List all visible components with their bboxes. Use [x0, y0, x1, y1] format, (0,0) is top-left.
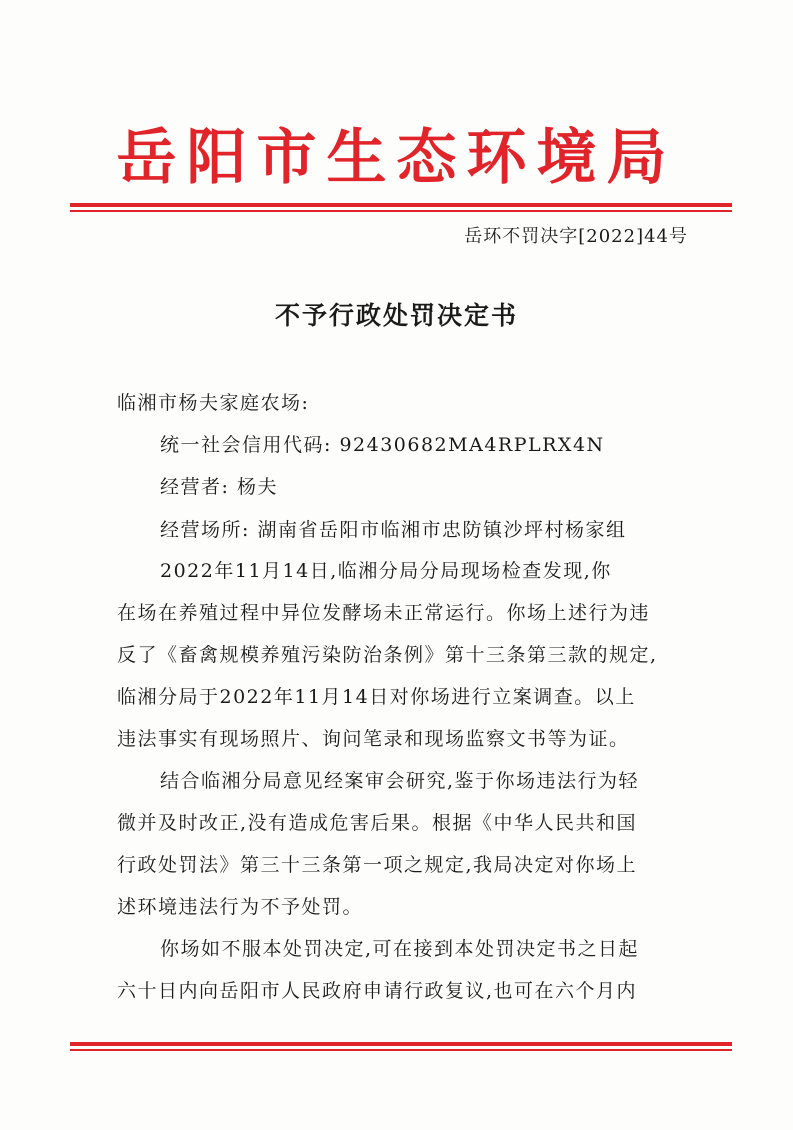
paragraph-1-line: 2022年11月14日,临湘分局分局现场检查发现,你 — [160, 560, 612, 582]
paragraph-3-line: 六十日内向岳阳市人民政府申请行政复议,也可在六个月内 — [117, 980, 638, 1002]
document-title: 不予行政处罚决定书 — [274, 301, 518, 330]
paragraph-1-line: 在场在养殖过程中异位发酵场未正常运行。你场上述行为违 — [117, 602, 651, 624]
paragraph-2-line: 述环境违法行为不予处罚。 — [117, 896, 364, 918]
footer-rule-thick — [70, 1042, 732, 1046]
paragraph-1-line: 违法事实有现场照片、询问笔录和现场监察文书等为证。 — [117, 728, 630, 750]
footer-rule-thin — [70, 1049, 732, 1051]
paragraph-2-line: 行政处罚法》第三十三条第一项之规定,我局决定对你场上 — [117, 854, 638, 876]
letterhead-rule-thick — [70, 203, 732, 207]
document-number: 岳环不罚决字[2022]44号 — [464, 226, 688, 247]
paragraph-2-line: 微并及时改正,没有造成危害后果。根据《中华人民共和国 — [117, 812, 638, 834]
paragraph-2-line: 结合临湘分局意见经案审会研究,鉴于你场违法行为轻 — [160, 770, 640, 792]
paragraph-1-line: 反了《畜禽规模养殖污染防治条例》第十三条第三款的规定, — [117, 644, 658, 666]
location-line: 经营场所: 湖南省岳阳市临湘市忠防镇沙坪村杨家组 — [160, 519, 627, 541]
credit-code-line: 统一社会信用代码: 92430682MA4RPLRX4N — [160, 434, 605, 456]
operator-line: 经营者: 杨夫 — [160, 476, 278, 498]
recipient: 临湘市杨夫家庭农场: — [117, 392, 310, 414]
letterhead-rule-thin — [70, 210, 732, 212]
paragraph-1-line: 临湘分局于2022年11月14日对你场进行立案调查。以上 — [117, 686, 636, 708]
agency-letterhead: 岳阳市生态环境局 — [116, 123, 677, 193]
paragraph-3-line: 你场如不服本处罚决定,可在接到本处罚决定书之日起 — [160, 938, 640, 960]
